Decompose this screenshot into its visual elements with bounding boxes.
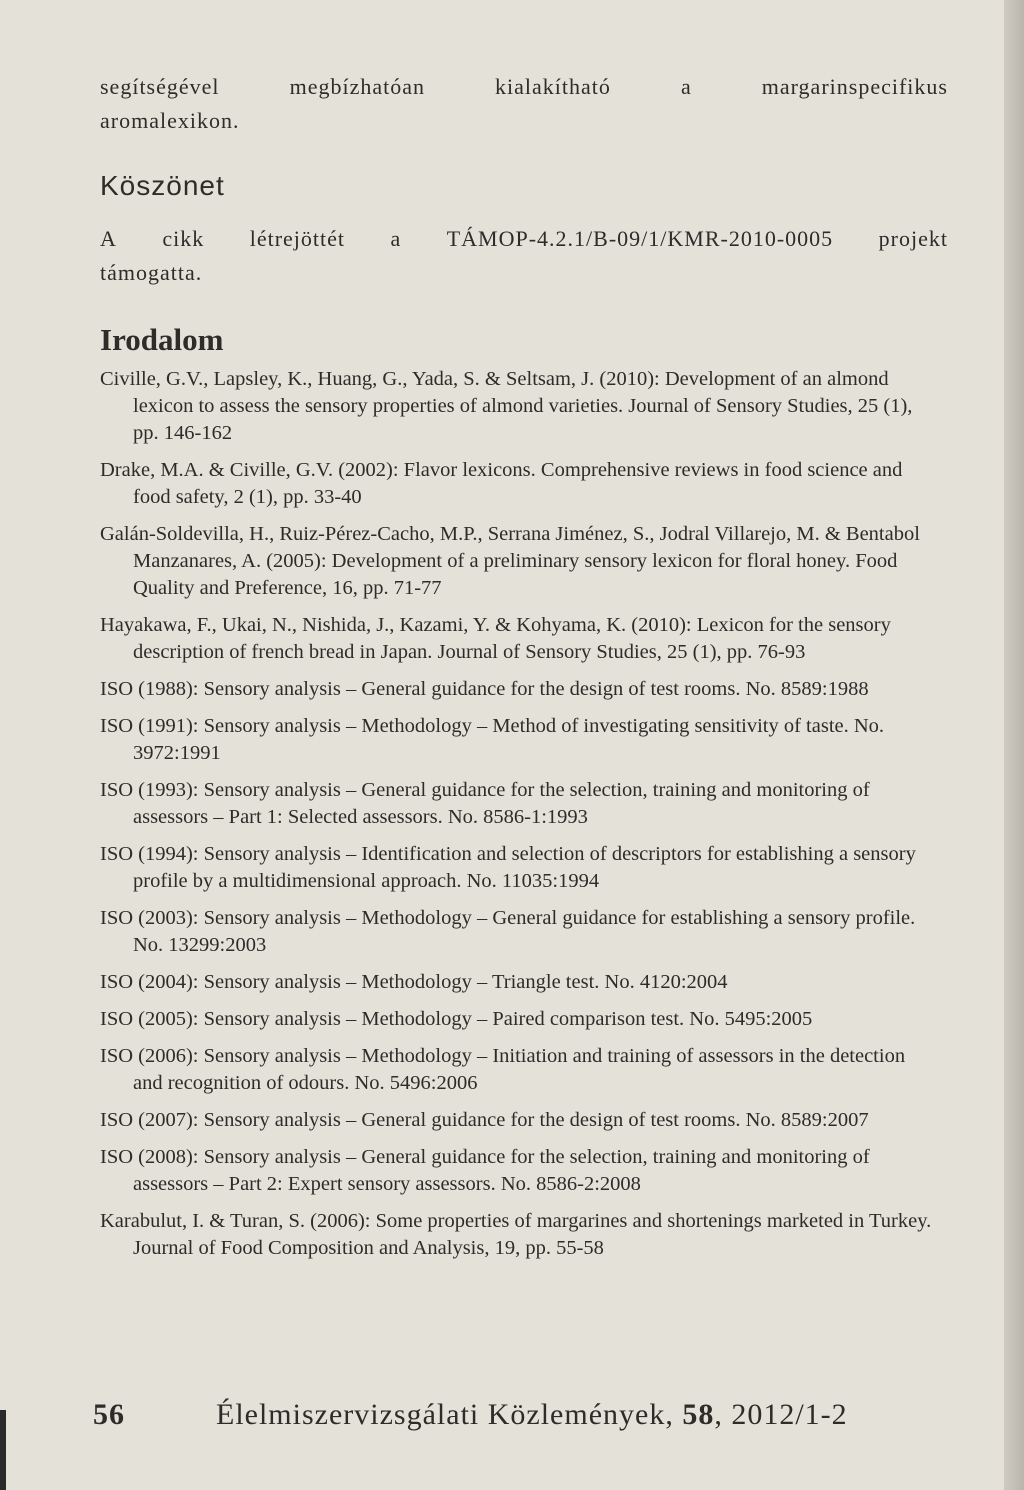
references-heading: Irodalom bbox=[100, 322, 224, 357]
reference-item: ISO (1988): Sensory analysis – General guidance for the design of test rooms. No. 8589:1988 bbox=[100, 678, 869, 700]
reference-item: ISO (1991): Sensory analysis – Methodology – Method of investigating sensitivity of taste. No. 3972:1991 bbox=[100, 715, 885, 764]
intro-word: segítségével bbox=[100, 74, 220, 99]
ack-word: a bbox=[390, 226, 402, 251]
acknowledgement-paragraph bbox=[100, 222, 948, 290]
ack-word: létrejöttét bbox=[249, 226, 346, 251]
acknowledgement-line-1 bbox=[100, 222, 948, 256]
reference-item: Hayakawa, F., Ukai, N., Nishida, J., Kazami, Y. & Kohyama, K. (2010): Lexicon for the sensory description of french bread in Japan. Journal of Sensory Studies, 25 (1), pp. 76-93 bbox=[100, 614, 891, 663]
intro-word: margarinspecifikus bbox=[761, 74, 948, 99]
intro-line-1 bbox=[100, 70, 948, 104]
ack-word: TÁMOP-4.2.1/B-09/1/KMR-2010-0005 bbox=[446, 226, 834, 251]
acknowledgement-heading: Köszönet bbox=[100, 170, 225, 201]
reference-item: Civille, G.V., Lapsley, K., Huang, G., Yada, S. & Seltsam, J. (2010): Development of an almond lexicon to assess the sensory properties of almond varieties. Journal of Sensory Studies, 25 (1), pp. 146-162 bbox=[100, 368, 913, 444]
acknowledgement-line-2: támogatta. bbox=[100, 260, 203, 285]
reference-item: Drake, M.A. & Civille, G.V. (2002): Flavor lexicons. Comprehensive reviews in food science and food safety, 2 (1), pp. 33-40 bbox=[100, 459, 903, 508]
intro-word: kialakítható bbox=[495, 74, 611, 99]
ack-word: projekt bbox=[878, 226, 948, 251]
intro-paragraph bbox=[100, 70, 948, 138]
reference-item: ISO (2008): Sensory analysis – General guidance for the selection, training and monitoring of assessors – Part 2: Expert sensory assessors. No. 8586-2:2008 bbox=[100, 1146, 870, 1195]
ack-word: cikk bbox=[162, 226, 205, 251]
journal-name: Élelmiszervizsgálati Közlemények, bbox=[216, 1398, 674, 1431]
reference-item: ISO (2006): Sensory analysis – Methodology – Initiation and training of assessors in the detection and recognition of odours. No. 5496:2006 bbox=[100, 1045, 906, 1094]
intro-word: a bbox=[680, 74, 692, 99]
reference-item: ISO (1994): Sensory analysis – Identification and selection of descriptors for establishing a sensory profile by a multidimensional approach. No. 11035:1994 bbox=[100, 843, 916, 892]
page-number: 56 bbox=[93, 1398, 125, 1431]
binding-edge bbox=[0, 1410, 6, 1490]
reference-item: ISO (2004): Sensory analysis – Methodology – Triangle test. No. 4120:2004 bbox=[100, 971, 728, 993]
reference-item: ISO (2005): Sensory analysis – Methodology – Paired comparison test. No. 5495:2005 bbox=[100, 1008, 813, 1030]
reference-item: ISO (2007): Sensory analysis – General guidance for the design of test rooms. No. 8589:2007 bbox=[100, 1109, 869, 1131]
page-edge-shadow bbox=[1004, 0, 1024, 1490]
journal-issue: , 2012/1-2 bbox=[714, 1398, 848, 1431]
journal-citation bbox=[216, 1398, 848, 1432]
reference-item: ISO (1993): Sensory analysis – General guidance for the selection, training and monitoring of assessors – Part 1: Selected assessors. No. 8586-1:1993 bbox=[100, 779, 870, 828]
reference-list bbox=[100, 366, 935, 1272]
reference-item: ISO (2003): Sensory analysis – Methodology – General guidance for establishing a sensory profile. No. 13299:2003 bbox=[100, 907, 916, 956]
reference-item: Galán-Soldevilla, H., Ruiz-Pérez-Cacho, M.P., Serrana Jiménez, S., Jodral Villarejo, M. & Bentabol Manzanares, A. (2005): Development of a preliminary sensory lexicon for floral honey. Food Quality and Preference, 16, pp. 71-77 bbox=[100, 523, 920, 599]
intro-line-2: aromalexikon. bbox=[100, 108, 240, 133]
reference-item: Karabulut, I. & Turan, S. (2006): Some properties of margarines and shortenings marketed in Turkey. Journal of Food Composition and Analysis, 19, pp. 55-58 bbox=[100, 1210, 932, 1259]
intro-word: megbízhatóan bbox=[289, 74, 425, 99]
journal-volume: 58 bbox=[682, 1398, 715, 1431]
ack-word: A bbox=[100, 226, 117, 251]
